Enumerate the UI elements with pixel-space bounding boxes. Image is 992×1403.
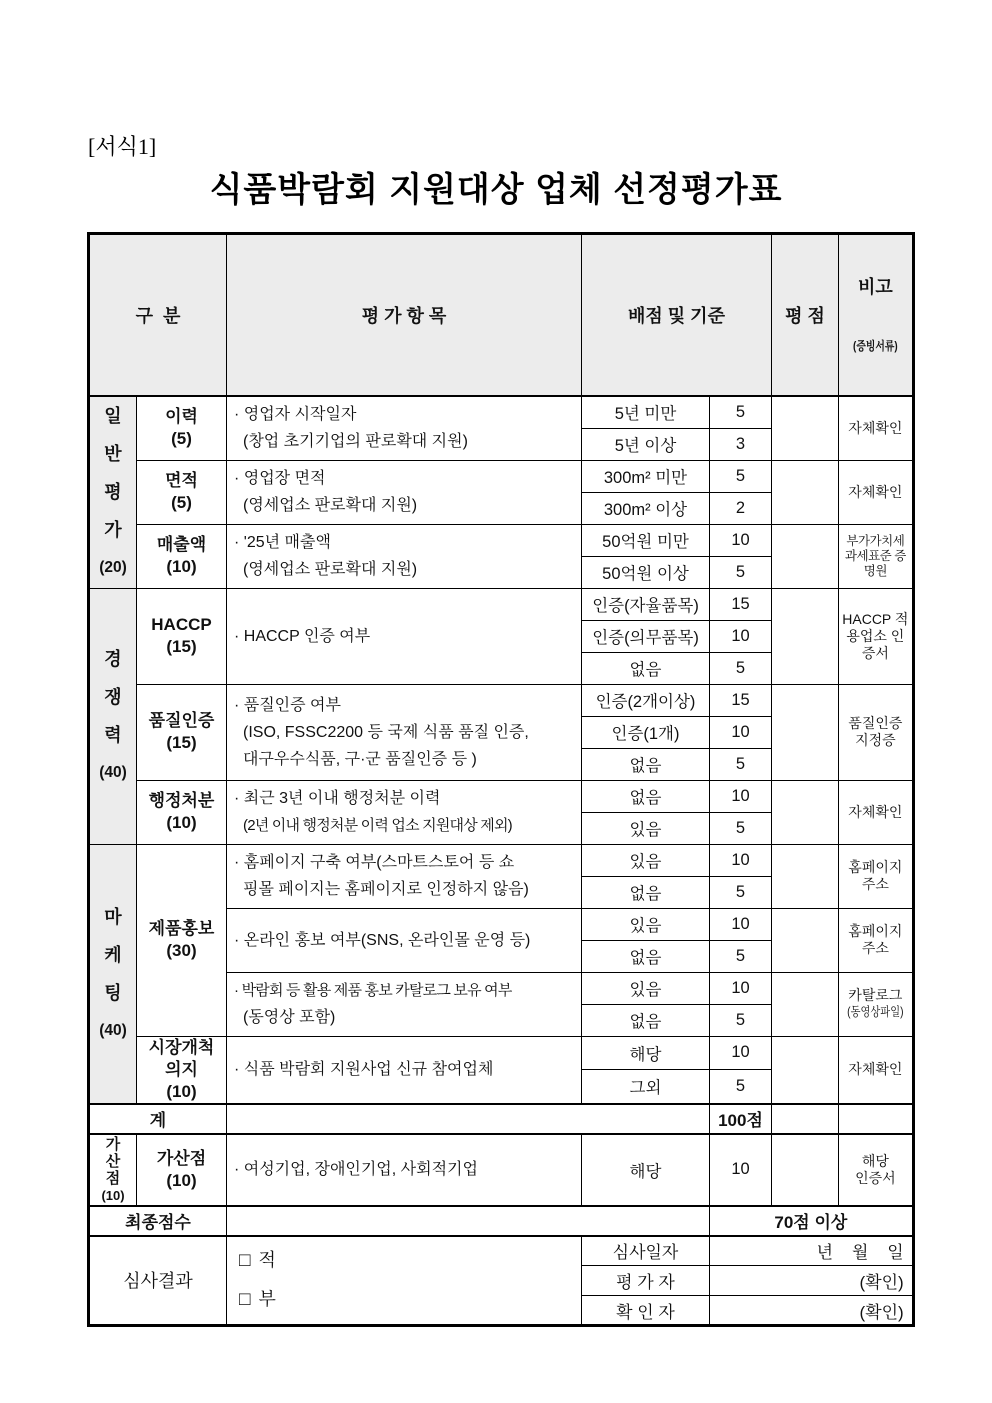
subcategory-market-pioneer: 시장개척 의지 (10) — [137, 1036, 227, 1104]
points-cell: 10 — [710, 780, 772, 812]
subcategory-product-promo: 제품홍보 (30) — [137, 844, 227, 1036]
criteria-cell: 인증(자율품목) — [582, 588, 710, 620]
score-cell — [772, 780, 839, 844]
header-remark-sub: (증빙서류) — [853, 339, 898, 353]
review-result-label: 심사결과 — [89, 1236, 227, 1326]
remark-cell: 자체확인 — [839, 780, 914, 844]
group-cell-bonus: 가 산 점 (10) — [89, 1134, 137, 1206]
item-admin-action: · 최근 3년 이내 행정처분 이력 (2년 이내 행정처분 이력 업소 지원대상 제외) — [227, 780, 582, 844]
criteria-cell: 300m² 이상 — [582, 492, 710, 524]
criteria-cell: 없음 — [582, 876, 710, 908]
subcategory-admin-action: 행정처분 (10) — [137, 780, 227, 844]
item-haccp: · HACCP 인증 여부 — [227, 588, 582, 684]
remark-cell — [839, 1104, 914, 1134]
checkbox-pass[interactable]: □ 적 — [239, 1250, 276, 1272]
review-date-value: 년 월 일 — [710, 1236, 914, 1266]
criteria-cell: 없음 — [582, 940, 710, 972]
item-homepage: · 홈페이지 구축 여부(스마트스토어 등 쇼 핑몰 페이지는 홈페이지로 인정하지 않음) — [227, 844, 582, 908]
points-cell: 2 — [710, 492, 772, 524]
criteria-cell: 300m² 미만 — [582, 460, 710, 492]
points-cell: 5 — [710, 460, 772, 492]
final-empty-cell — [227, 1206, 710, 1236]
total-empty-cell — [227, 1104, 710, 1134]
item-bonus: · 여성기업, 장애인기업, 사회적기업 — [227, 1134, 582, 1206]
item-online-promo: · 온라인 홍보 여부(SNS, 온라인몰 운영 등) — [227, 908, 582, 972]
criteria-cell: 50억원 이상 — [582, 556, 710, 588]
score-cell — [772, 972, 839, 1036]
criteria-cell: 5년 이상 — [582, 428, 710, 460]
remark-cell: 부가가치세 과세표준 증명원 — [839, 524, 914, 588]
criteria-cell: 그외 — [582, 1070, 710, 1104]
score-cell — [772, 684, 839, 780]
item-new-participant: · 식품 박람회 지원사업 신규 참여업체 — [227, 1036, 582, 1104]
subcategory-history: 이력 (5) — [137, 396, 227, 460]
score-cell — [772, 844, 839, 908]
remark-cell: HACCP 적용업소 인증서 — [839, 588, 914, 684]
header-remark — [839, 234, 914, 397]
subcategory-sales: 매출액 (10) — [137, 524, 227, 588]
form-tag: [서식1] — [88, 134, 157, 159]
points-cell: 10 — [710, 1134, 772, 1206]
evaluation-table — [87, 232, 915, 1327]
points-cell: 5 — [710, 556, 772, 588]
header-category: 구 분 — [89, 234, 227, 397]
criteria-cell: 없음 — [582, 1004, 710, 1036]
score-cell — [772, 1134, 839, 1206]
item-area: · 영업장 면적 (영세업소 판로확대 지원) — [227, 460, 582, 524]
checkbox-fail[interactable]: □ 부 — [239, 1289, 276, 1311]
subcategory-area: 면적 (5) — [137, 460, 227, 524]
points-cell: 5 — [710, 1004, 772, 1036]
remark-cell: 자체확인 — [839, 396, 914, 460]
criteria-cell: 있음 — [582, 812, 710, 844]
criteria-cell: 없음 — [582, 748, 710, 780]
total-label: 계 — [89, 1104, 227, 1134]
criteria-cell: 없음 — [582, 652, 710, 684]
points-cell: 5 — [710, 652, 772, 684]
item-quality-cert: · 품질인증 여부 (ISO, FSSC2200 등 국제 식품 품질 인증, 대구우수식품, 구·군 품질인증 등 ) — [227, 684, 582, 780]
confirmer-sign: (확인) — [710, 1296, 914, 1326]
final-score-label: 최종점수 — [89, 1206, 227, 1236]
score-cell — [772, 908, 839, 972]
score-cell — [772, 396, 839, 460]
points-cell: 10 — [710, 620, 772, 652]
group-cell-general: 일 반 평 가 (20) — [89, 396, 137, 588]
total-points: 100점 — [710, 1104, 772, 1134]
remark-cell: 자체확인 — [839, 460, 914, 524]
points-cell: 5 — [710, 876, 772, 908]
points-cell: 5 — [710, 748, 772, 780]
points-cell: 10 — [710, 972, 772, 1004]
header-remark-label: 비고 — [857, 277, 893, 297]
points-cell: 15 — [710, 684, 772, 716]
criteria-cell: 50억원 미만 — [582, 524, 710, 556]
points-cell: 10 — [710, 1036, 772, 1070]
score-cell — [772, 460, 839, 524]
remark-cell: 해당 인증서 — [839, 1134, 914, 1206]
points-cell: 10 — [710, 716, 772, 748]
points-cell: 5 — [710, 940, 772, 972]
score-cell — [772, 588, 839, 684]
subcategory-bonus: 가산점 (10) — [137, 1134, 227, 1206]
criteria-cell: 5년 미만 — [582, 396, 710, 428]
evaluator-sign: (확인) — [710, 1266, 914, 1296]
criteria-cell: 있음 — [582, 972, 710, 1004]
points-cell: 3 — [710, 428, 772, 460]
remark-cell: 품질인증 지정증 — [839, 684, 914, 780]
header-score: 평 점 — [772, 234, 839, 397]
score-cell — [772, 524, 839, 588]
criteria-cell: 인증(2개이상) — [582, 684, 710, 716]
criteria-cell: 인증(의무품목) — [582, 620, 710, 652]
page-title: 식품박람회 지원대상 업체 선정평가표 — [209, 171, 783, 209]
points-cell: 15 — [710, 588, 772, 620]
points-cell: 5 — [710, 1070, 772, 1104]
points-cell: 5 — [710, 812, 772, 844]
points-cell: 5 — [710, 396, 772, 428]
remark-cell: 홈페이지 주소 — [839, 908, 914, 972]
group-cell-marketing: 마 케 팅 (40) — [89, 844, 137, 1104]
criteria-cell: 해당 — [582, 1134, 710, 1206]
header-item: 평 가 항 목 — [227, 234, 582, 397]
confirmer-label: 확 인 자 — [582, 1296, 710, 1326]
criteria-cell: 있음 — [582, 844, 710, 876]
criteria-cell: 있음 — [582, 908, 710, 940]
review-checkbox-cell — [227, 1236, 582, 1326]
item-sales: · '25년 매출액 (영세업소 판로확대 지원) — [227, 524, 582, 588]
criteria-cell: 해당 — [582, 1036, 710, 1070]
points-cell: 10 — [710, 908, 772, 940]
remark-cell: 홈페이지 주소 — [839, 844, 914, 908]
header-criteria: 배점 및 기준 — [582, 234, 772, 397]
criteria-cell: 없음 — [582, 780, 710, 812]
group-cell-competitiveness: 경 쟁 력 (40) — [89, 588, 137, 844]
criteria-cell: 인증(1개) — [582, 716, 710, 748]
score-cell — [772, 1036, 839, 1104]
remark-cell: 자체확인 — [839, 1036, 914, 1104]
final-score-value: 70점 이상 — [710, 1206, 914, 1236]
checkbox-icon[interactable]: □ — [239, 1250, 251, 1272]
points-cell: 10 — [710, 524, 772, 556]
remark-cell: 카탈로그 (동영상파일) — [839, 972, 914, 1036]
subcategory-quality-cert: 품질인증 (15) — [137, 684, 227, 780]
review-date-label: 심사일자 — [582, 1236, 710, 1266]
item-history: · 영업자 시작일자 (창업 초기기업의 판로확대 지원) — [227, 396, 582, 460]
evaluator-label: 평 가 자 — [582, 1266, 710, 1296]
item-catalog: · 박람회 등 활용 제품 홍보 카탈로그 보유 여부 (동영상 포함) — [227, 972, 582, 1036]
score-cell — [772, 1104, 839, 1134]
points-cell: 10 — [710, 844, 772, 876]
checkbox-icon[interactable]: □ — [239, 1289, 251, 1311]
subcategory-haccp: HACCP (15) — [137, 588, 227, 684]
